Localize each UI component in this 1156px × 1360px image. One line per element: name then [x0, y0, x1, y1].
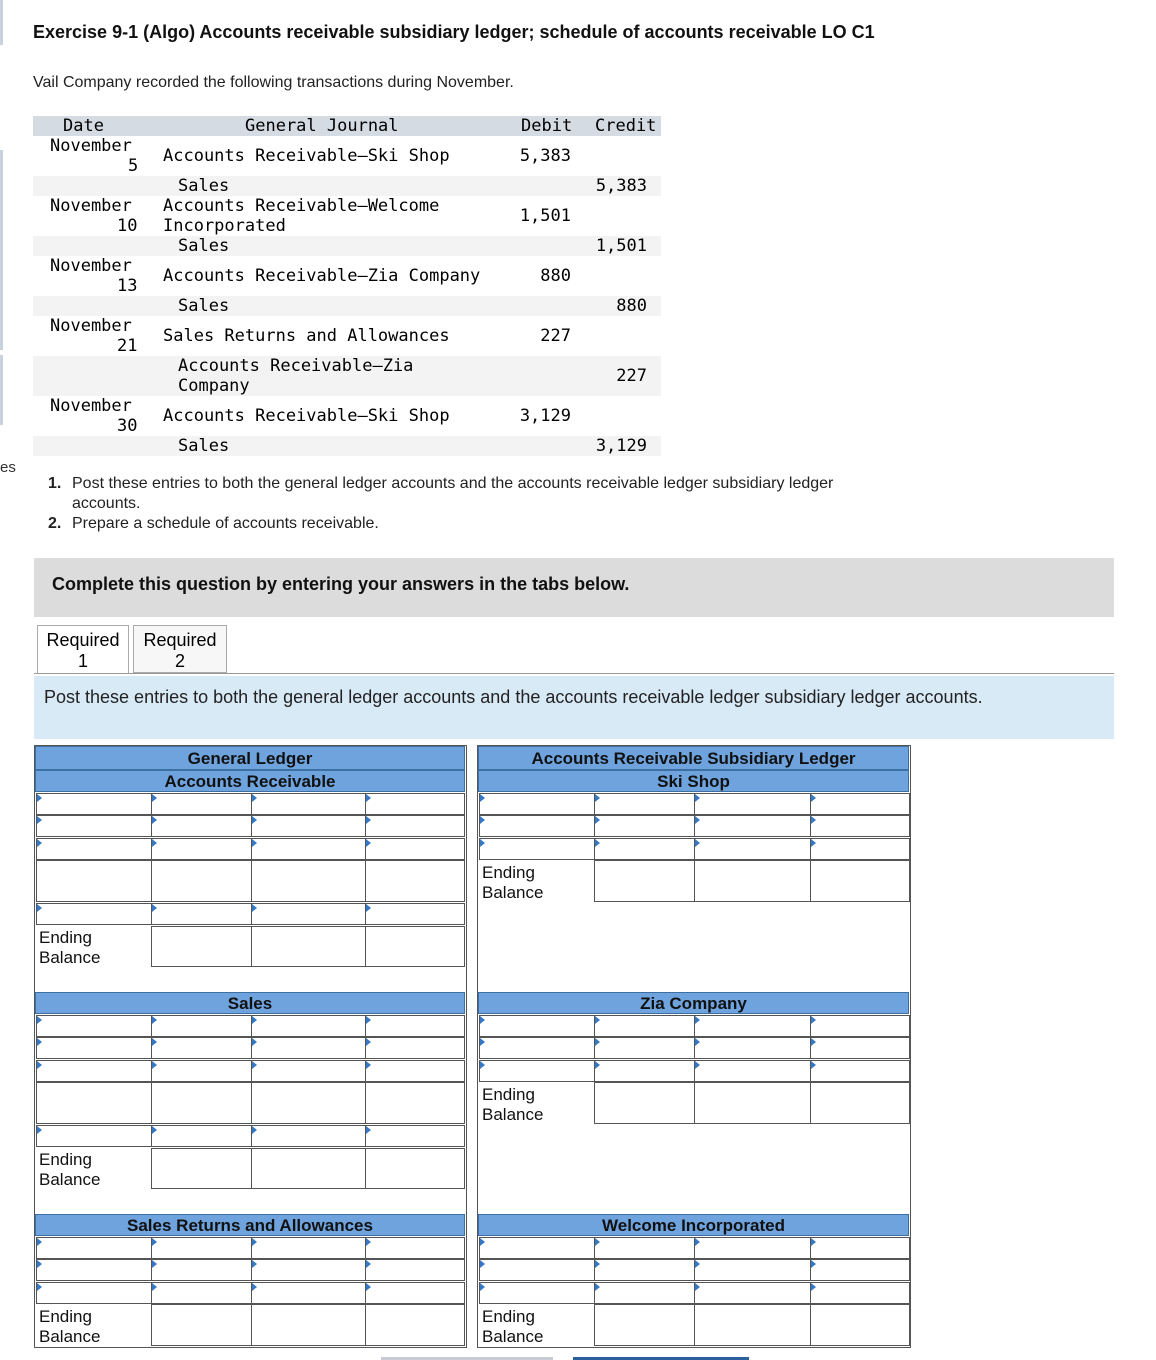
date-header: Date	[63, 116, 104, 136]
ledger-entry-input[interactable]	[152, 927, 251, 966]
ledger-entry-input[interactable]	[595, 816, 694, 836]
ledger-entry-cell[interactable]	[810, 1259, 910, 1281]
ledger-entry-input[interactable]	[695, 1061, 810, 1081]
instruction-number: 1.	[48, 475, 62, 492]
ledger-entry-input[interactable]	[366, 794, 464, 814]
ledger-entry-input[interactable]	[480, 1061, 594, 1081]
ledger-entry-input[interactable]	[37, 1038, 151, 1058]
journal-date: November	[50, 396, 132, 416]
ledger-entry-cell[interactable]	[36, 903, 152, 925]
ledger-entry-input[interactable]	[366, 839, 464, 859]
journal-account: Accounts Receivable—Ski Shop	[163, 406, 450, 426]
ledger-entry-cell[interactable]	[594, 793, 695, 815]
ledger-entry-cell[interactable]	[365, 1304, 465, 1346]
ledger-entry-cell[interactable]	[594, 1082, 695, 1124]
ledger-entry-cell[interactable]	[694, 815, 811, 837]
zia-company-title: Zia Company	[478, 992, 909, 1014]
ledger-entry-cell[interactable]	[810, 793, 910, 815]
ledger-entry-cell[interactable]	[36, 1082, 152, 1124]
ledger-entry-input[interactable]	[695, 861, 810, 901]
ledger-entry-cell[interactable]	[479, 1037, 595, 1059]
tab-panel-instructions	[34, 676, 1114, 739]
ledger-entry-input[interactable]	[595, 1038, 694, 1058]
ledger-entry-input[interactable]	[595, 1083, 694, 1123]
ledger-entry-input[interactable]	[480, 839, 594, 859]
ledger-entry-cell[interactable]	[151, 1060, 252, 1082]
ledger-entry-input[interactable]	[811, 1305, 909, 1345]
ledger-entry-input[interactable]	[37, 1238, 151, 1258]
frame-edge	[0, 150, 3, 350]
ledger-entry-cell[interactable]	[810, 1282, 910, 1304]
ledger-entry-cell[interactable]	[594, 1304, 695, 1346]
ledger-entry-input[interactable]	[366, 861, 464, 901]
ledger-entry-cell[interactable]	[251, 1125, 366, 1147]
journal-row	[33, 356, 661, 396]
journal-credit: 5,383	[595, 176, 647, 196]
ledger-entry-input[interactable]	[595, 1238, 694, 1258]
ledger-entry-input[interactable]	[152, 1016, 251, 1036]
ledger-entry-cell[interactable]	[694, 1082, 811, 1124]
ledger-entry-cell[interactable]	[36, 1125, 152, 1147]
banner-text: Complete this question by entering your answers in the tabs below.	[52, 574, 630, 594]
journal-date: November	[50, 196, 132, 216]
journal-account: Accounts Receivable—Ski Shop	[163, 146, 450, 166]
journal-credit: 3,129	[595, 436, 647, 456]
ledger-entry-input[interactable]	[811, 1260, 909, 1280]
ledger-entry-input[interactable]	[366, 1238, 464, 1258]
journal-row	[33, 316, 661, 356]
ledger-entry-cell[interactable]	[151, 1304, 252, 1346]
ledger-entry-input[interactable]	[152, 839, 251, 859]
ledger-entry-input[interactable]	[252, 1260, 365, 1280]
ledger-entry-cell[interactable]	[694, 1037, 811, 1059]
ending-balance-label: Ending Balance	[482, 1307, 544, 1346]
journal-account: Accounts Receivable—Zia Company	[163, 266, 481, 286]
ledger-entry-cell[interactable]	[479, 1060, 595, 1082]
ledger-entry-input[interactable]	[695, 794, 810, 814]
ledger-entry-input[interactable]	[811, 1061, 909, 1081]
ledger-entry-cell[interactable]	[151, 838, 252, 860]
ledger-entry-input[interactable]	[480, 794, 594, 814]
journal-credit: 1,501	[595, 236, 647, 256]
ledger-entry-cell[interactable]	[594, 815, 695, 837]
journal-date: November	[50, 256, 132, 276]
journal-row	[33, 296, 661, 316]
ledger-entry-cell[interactable]	[365, 1237, 465, 1259]
ledger-entry-input[interactable]	[811, 839, 909, 859]
ledger-entry-input[interactable]	[695, 1283, 810, 1303]
ledger-entry-input[interactable]	[252, 1016, 365, 1036]
ledger-entry-cell[interactable]	[365, 1259, 465, 1281]
journal-date-day: 30	[117, 416, 138, 436]
instructions	[48, 474, 833, 534]
ledger-entry-input[interactable]	[366, 1260, 464, 1280]
ledger-entry-input[interactable]	[252, 1283, 365, 1303]
journal-account: Sales	[178, 236, 230, 256]
journal-account: Sales Returns and Allowances	[163, 326, 450, 346]
ledger-entry-cell[interactable]	[810, 1082, 910, 1124]
ledger-entry-cell[interactable]	[694, 838, 811, 860]
ledger-entry-input[interactable]	[152, 1038, 251, 1058]
ledger-entry-input[interactable]	[252, 1149, 365, 1188]
journal-account: Sales	[178, 176, 230, 196]
ledger-entry-cell[interactable]	[36, 860, 152, 902]
instruction-2: Prepare a schedule of accounts receivable.	[72, 515, 379, 532]
ledger-entry-input[interactable]	[480, 1016, 594, 1036]
ledger-entry-cell[interactable]	[810, 1237, 910, 1259]
journal-row	[33, 176, 661, 196]
ledger-entry-cell[interactable]	[251, 1282, 366, 1304]
ledger-entry-input[interactable]	[152, 1126, 251, 1146]
ledger-entry-cell[interactable]	[694, 860, 811, 902]
ledger-entry-input[interactable]	[152, 816, 251, 836]
ledger-entry-input[interactable]	[37, 1283, 151, 1303]
ledger-entry-cell[interactable]	[694, 793, 811, 815]
journal-account: Company	[178, 376, 250, 396]
ledger-entry-cell[interactable]	[365, 1015, 465, 1037]
journal-debit: 880	[540, 266, 571, 286]
ledger-entry-input[interactable]	[695, 1016, 810, 1036]
ledger-entry-cell[interactable]	[694, 1015, 811, 1037]
journal-row	[33, 436, 661, 456]
ledger-entry-input[interactable]	[152, 861, 251, 901]
ledger-entry-cell[interactable]	[594, 838, 695, 860]
ledger-entry-input[interactable]	[480, 1038, 594, 1058]
ledger-entry-input[interactable]	[37, 1083, 151, 1123]
ledger-entry-cell[interactable]	[810, 1037, 910, 1059]
ledger-entry-input[interactable]	[37, 1126, 151, 1146]
ledger-entry-cell[interactable]	[810, 815, 910, 837]
ledger-entry-cell[interactable]	[810, 1304, 910, 1346]
ledger-entry-cell[interactable]	[36, 793, 152, 815]
ledger-entry-cell[interactable]	[365, 815, 465, 837]
ledger-entry-cell[interactable]	[365, 1125, 465, 1147]
ledger-entry-input[interactable]	[595, 1016, 694, 1036]
journal-debit: 5,383	[519, 146, 571, 166]
ledger-entry-cell[interactable]	[151, 1282, 252, 1304]
edge-text: es	[0, 459, 16, 476]
ledger-entry-cell[interactable]	[251, 1259, 366, 1281]
ledger-entry-input[interactable]	[595, 1260, 694, 1280]
ledger-entry-input[interactable]	[37, 861, 151, 901]
ledger-entry-input[interactable]	[252, 904, 365, 924]
journal-row	[33, 396, 661, 436]
ledger-entry-input[interactable]	[366, 1149, 464, 1188]
ledger-entry-cell[interactable]	[36, 838, 152, 860]
ledger-entry-input[interactable]	[480, 1283, 594, 1303]
ledger-entry-cell[interactable]	[810, 1015, 910, 1037]
ledger-entry-cell[interactable]	[365, 926, 465, 967]
ledger-entry-cell[interactable]	[151, 793, 252, 815]
ledger-entry-input[interactable]	[811, 861, 909, 901]
tab-label: Required	[46, 630, 120, 650]
journal-account: Sales	[178, 296, 230, 316]
ledger-entry-input[interactable]	[595, 839, 694, 859]
ledger-entry-cell[interactable]	[36, 1060, 152, 1082]
ledger-entry-cell[interactable]	[36, 1037, 152, 1059]
ledger-entry-input[interactable]	[37, 1016, 151, 1036]
ledger-entry-input[interactable]	[811, 794, 909, 814]
ledger-entry-input[interactable]	[811, 1083, 909, 1123]
ledger-entry-input[interactable]	[152, 1061, 251, 1081]
journal-account: Incorporated	[163, 216, 286, 236]
ledger-entry-cell[interactable]	[810, 860, 910, 902]
ledger-entry-cell[interactable]	[479, 838, 595, 860]
journal-date-day: 10	[117, 216, 138, 236]
journal-row	[33, 256, 661, 296]
sales-title: Sales	[35, 992, 465, 1014]
ledger-entry-cell[interactable]	[151, 860, 252, 902]
ledger-entry-input[interactable]	[37, 1260, 151, 1280]
ledger-entry-input[interactable]	[480, 816, 594, 836]
ledger-entry-input[interactable]	[252, 927, 365, 966]
journal-account: Accounts Receivable—Zia	[178, 356, 414, 376]
ledger-entry-cell[interactable]	[36, 815, 152, 837]
journal-credit: 227	[616, 366, 647, 386]
ledger-entry-input[interactable]	[811, 816, 909, 836]
tab-required-1[interactable]	[37, 625, 129, 673]
ledger-entry-input[interactable]	[695, 1238, 810, 1258]
ledger-entry-cell[interactable]	[251, 926, 366, 967]
ledger-entry-cell[interactable]	[479, 1259, 595, 1281]
ledger-entry-cell[interactable]	[251, 838, 366, 860]
panel-text: Post these entries to both the general ledger accounts and the accounts receivable ledger subsidiary ledger accounts.	[44, 687, 983, 707]
journal-account: Sales	[178, 436, 230, 456]
ledger-entry-input[interactable]	[37, 839, 151, 859]
instruction-1: Post these entries to both the general ledger accounts and the accounts receivable ledger subsidiary ledger	[72, 475, 834, 492]
ledger-entry-cell[interactable]	[594, 860, 695, 902]
ledger-entry-input[interactable]	[252, 1238, 365, 1258]
journal-debit: 1,501	[519, 206, 571, 226]
ledger-entry-cell[interactable]	[365, 1037, 465, 1059]
ledger-entry-cell[interactable]	[151, 1259, 252, 1281]
ledger-entry-input[interactable]	[595, 794, 694, 814]
subsidiary-ledger-title: Accounts Receivable Subsidiary Ledger	[478, 746, 909, 770]
ledger-entry-cell[interactable]	[251, 1082, 366, 1124]
tab-label-number: 1	[77, 651, 88, 671]
ledger-entry-input[interactable]	[366, 904, 464, 924]
ledger-entry-input[interactable]	[152, 1083, 251, 1123]
ledger-entry-input[interactable]	[152, 794, 251, 814]
ledger-entry-cell[interactable]	[251, 1037, 366, 1059]
ledger-entry-input[interactable]	[152, 1260, 251, 1280]
ledger-entry-cell[interactable]	[365, 903, 465, 925]
ledger-entry-cell[interactable]	[365, 1282, 465, 1304]
ledger-entry-input[interactable]	[811, 1038, 909, 1058]
ledger-entry-cell[interactable]	[151, 815, 252, 837]
ledger-entry-cell[interactable]	[36, 1237, 152, 1259]
ending-balance-label: Ending Balance	[482, 1085, 544, 1124]
ledger-entry-input[interactable]	[252, 1083, 365, 1123]
ledger-entry-cell[interactable]	[36, 1259, 152, 1281]
ledger-entry-input[interactable]	[695, 839, 810, 859]
ledger-entry-cell[interactable]	[365, 860, 465, 902]
ending-balance-label: Ending Balance	[39, 928, 101, 967]
general-ledger-title: General Ledger	[35, 746, 465, 770]
ledger-entry-input[interactable]	[152, 904, 251, 924]
sales-returns-title: Sales Returns and Allowances	[35, 1214, 465, 1236]
ledger-entry-input[interactable]	[252, 816, 365, 836]
ledger-entry-cell[interactable]	[151, 1037, 252, 1059]
journal-row	[33, 196, 661, 236]
ledger-entry-input[interactable]	[811, 1016, 909, 1036]
ledger-entry-input[interactable]	[695, 816, 810, 836]
ledger-entry-input[interactable]	[366, 1038, 464, 1058]
journal-row	[33, 236, 661, 256]
ledger-entry-input[interactable]	[366, 927, 464, 966]
ledger-entry-cell[interactable]	[694, 1282, 811, 1304]
ledger-entry-cell[interactable]	[151, 926, 252, 967]
journal-date: November	[50, 316, 132, 336]
ledger-entry-input[interactable]	[366, 1061, 464, 1081]
ledger-entry-input[interactable]	[366, 1126, 464, 1146]
ledger-entry-cell[interactable]	[365, 1148, 465, 1189]
ledger-entry-cell[interactable]	[151, 1237, 252, 1259]
tab-divider	[34, 673, 1114, 674]
journal-date-day: 5	[128, 156, 139, 176]
ledger-entry-input[interactable]	[595, 861, 694, 901]
ledger-entry-input[interactable]	[695, 1305, 810, 1345]
ledger-entry-input[interactable]	[252, 839, 365, 859]
ledger-entry-input[interactable]	[152, 1283, 251, 1303]
ledger-entry-cell[interactable]	[694, 1259, 811, 1281]
ledger-entry-cell[interactable]	[594, 1259, 695, 1281]
ledger-entry-cell[interactable]	[36, 1282, 152, 1304]
journal-header-row	[33, 116, 661, 136]
ledger-entry-cell[interactable]	[810, 1060, 910, 1082]
tab-label: Required	[143, 630, 217, 650]
ledger-entry-cell[interactable]	[251, 793, 366, 815]
ledger-entry-cell[interactable]	[479, 1015, 595, 1037]
ledger-entry-cell[interactable]	[694, 1060, 811, 1082]
ledger-entry-cell[interactable]	[594, 1060, 695, 1082]
ledger-entry-input[interactable]	[252, 1305, 365, 1345]
ledger-entry-cell[interactable]	[151, 1148, 252, 1189]
ledger-entry-cell[interactable]	[151, 1082, 252, 1124]
tab-label-number: 2	[174, 651, 185, 671]
ledger-entry-input[interactable]	[695, 1083, 810, 1123]
instruction-1-cont: accounts.	[72, 495, 141, 512]
ledger-entry-input[interactable]	[695, 1038, 810, 1058]
journal-account: Accounts Receivable—Welcome	[163, 196, 440, 216]
tab-required-2[interactable]	[133, 625, 227, 673]
ledger-entry-cell[interactable]	[365, 793, 465, 815]
account-header: General Journal	[245, 116, 399, 136]
ending-balance-label: Ending Balance	[39, 1307, 101, 1346]
journal-debit: 3,129	[519, 406, 571, 426]
frame-edge	[0, 0, 3, 45]
ledger-entry-input[interactable]	[252, 1126, 365, 1146]
ledger-entry-input[interactable]	[152, 1238, 251, 1258]
frame-edge	[0, 355, 3, 425]
ledger-entry-cell[interactable]	[36, 1015, 152, 1037]
ledger-entry-input[interactable]	[366, 1283, 464, 1303]
intro-text: Vail Company recorded the following transactions during November.	[33, 74, 514, 91]
ledger-entry-input[interactable]	[366, 1016, 464, 1036]
journal-debit: 227	[540, 326, 571, 346]
journal-date: November	[50, 136, 132, 156]
ledger-entry-cell[interactable]	[810, 838, 910, 860]
ledger-entry-input[interactable]	[480, 1260, 594, 1280]
ledger-entry-cell[interactable]	[594, 1237, 695, 1259]
journal-credit: 880	[616, 296, 647, 316]
ledger-entry-input[interactable]	[695, 1260, 810, 1280]
page-title: Exercise 9-1 (Algo) Accounts receivable subsidiary ledger; schedule of accounts receivable LO C1	[33, 22, 875, 42]
ledger-entry-cell[interactable]	[251, 1015, 366, 1037]
ledger-entry-input[interactable]	[252, 861, 365, 901]
ledger-entry-input[interactable]	[37, 816, 151, 836]
ledger-entry-cell[interactable]	[251, 1237, 366, 1259]
ledger-entry-cell[interactable]	[365, 1060, 465, 1082]
ledger-entry-cell[interactable]	[594, 1015, 695, 1037]
credit-header: Credit	[595, 116, 657, 136]
ledger-entry-input[interactable]	[366, 816, 464, 836]
ledger-entry-cell[interactable]	[479, 793, 595, 815]
ledger-entry-input[interactable]	[480, 1238, 594, 1258]
journal-date-day: 13	[117, 276, 138, 296]
ledger-entry-input[interactable]	[37, 904, 151, 924]
ending-balance-label: Ending Balance	[39, 1150, 101, 1189]
ledger-entry-cell[interactable]	[365, 1082, 465, 1124]
ledger-entry-input[interactable]	[811, 1283, 909, 1303]
ledger-entry-cell[interactable]	[151, 903, 252, 925]
instructions-banner	[34, 558, 1114, 617]
accounts-receivable-title: Accounts Receivable	[35, 770, 465, 792]
ledger-entry-input[interactable]	[811, 1238, 909, 1258]
ledger-entry-cell[interactable]	[479, 815, 595, 837]
ledger-entry-cell[interactable]	[594, 1037, 695, 1059]
ledger-entry-input[interactable]	[152, 1149, 251, 1188]
ledger-entry-cell[interactable]	[251, 1304, 366, 1346]
instruction-number: 2.	[48, 515, 62, 532]
ledger-entry-cell[interactable]	[251, 815, 366, 837]
ledger-entry-input[interactable]	[252, 794, 365, 814]
debit-header: Debit	[521, 116, 573, 136]
welcome-incorporated-title: Welcome Incorporated	[478, 1214, 909, 1236]
ledger-entry-cell[interactable]	[479, 1237, 595, 1259]
ledger-entry-input[interactable]	[252, 1038, 365, 1058]
ledger-entry-cell[interactable]	[251, 860, 366, 902]
ledger-entry-cell[interactable]	[594, 1282, 695, 1304]
ledger-entry-input[interactable]	[152, 1305, 251, 1345]
ledger-entry-cell[interactable]	[251, 1148, 366, 1189]
ledger-entry-input[interactable]	[595, 1305, 694, 1345]
ledger-entry-input[interactable]	[252, 1061, 365, 1081]
ledger-entry-cell[interactable]	[365, 838, 465, 860]
ledger-entry-cell[interactable]	[151, 1015, 252, 1037]
ledger-entry-input[interactable]	[37, 1061, 151, 1081]
ledger-entry-input[interactable]	[595, 1283, 694, 1303]
ski-shop-title: Ski Shop	[478, 770, 909, 792]
ledger-entry-input[interactable]	[37, 794, 151, 814]
journal-date-day: 21	[117, 336, 138, 356]
ledger-entry-input[interactable]	[366, 1083, 464, 1123]
ledger-entry-cell[interactable]	[251, 1060, 366, 1082]
ledger-entry-cell[interactable]	[479, 1282, 595, 1304]
ending-balance-label: Ending Balance	[482, 863, 544, 902]
journal-row	[33, 136, 661, 176]
ledger-entry-cell[interactable]	[251, 903, 366, 925]
ledger-entry-input[interactable]	[595, 1061, 694, 1081]
ledger-entry-cell[interactable]	[694, 1304, 811, 1346]
ledger-entry-input[interactable]	[366, 1305, 464, 1345]
ledger-entry-cell[interactable]	[151, 1125, 252, 1147]
ledger-entry-cell[interactable]	[694, 1237, 811, 1259]
